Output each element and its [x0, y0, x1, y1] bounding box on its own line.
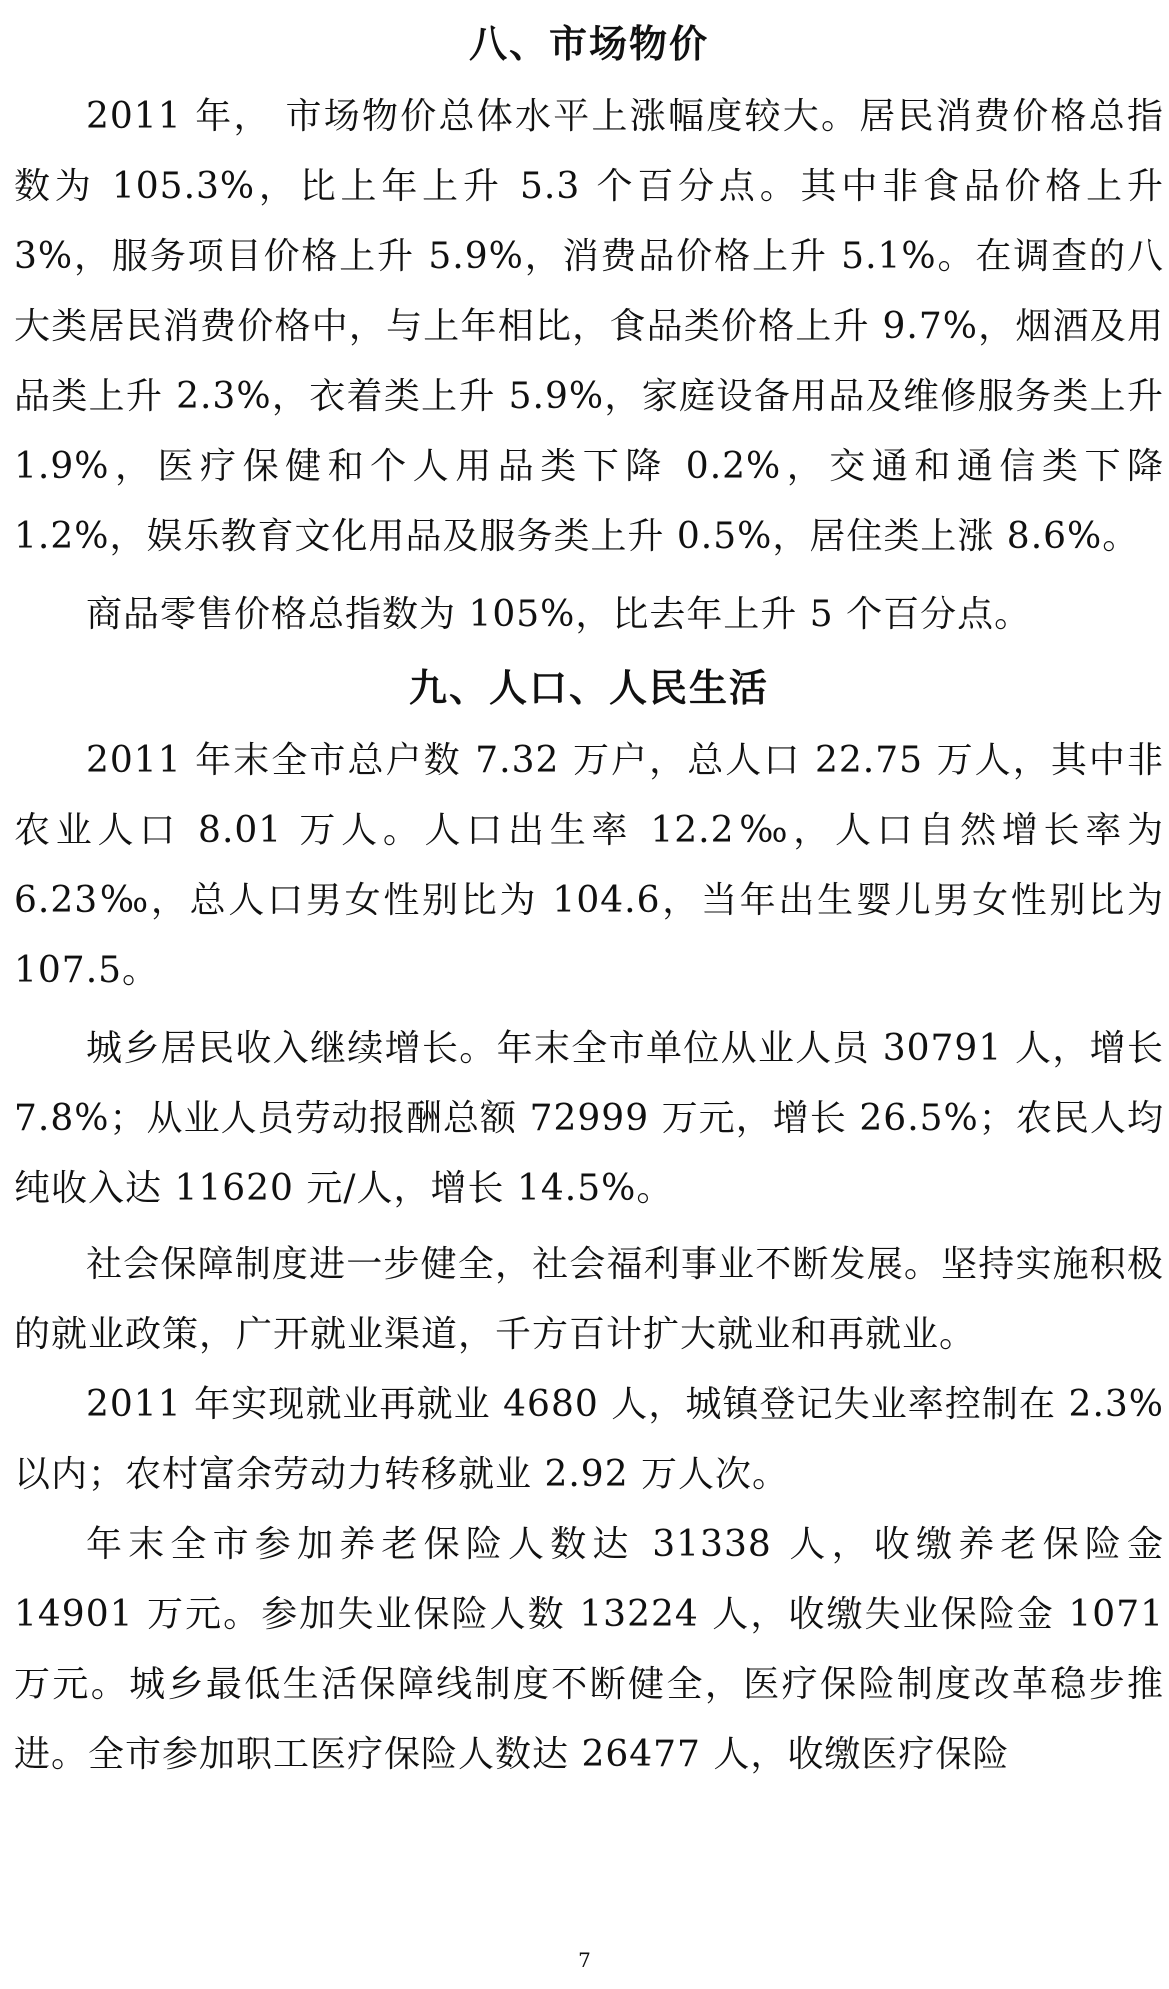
- paragraph-retail-prices: 商品零售价格总指数为 105%，比去年上升 5 个百分点。: [86, 594, 1032, 635]
- section-heading-market-prices: 八、市场物价: [468, 21, 709, 66]
- section-heading-population-livelihood: 九、人口、人民生活: [408, 665, 769, 710]
- paragraph-employment: 2011 年实现就业再就业 4680 人，城镇登记失业率控制在 2.3%以内；农村富余劳动力转移就业 2.92 万人次。: [14, 1384, 1164, 1495]
- paragraph-population: 2011 年末全市总户数 7.32 万户，总人口 22.75 万人，其中非农业人口 8.01 万人。人口出生率 12.2‰，人口自然增长率为 6.23‰，总人口男女性别比为 104.6，当年出生婴儿男女性别比为 107.5。: [14, 740, 1164, 991]
- paragraph-income: 城乡居民收入继续增长。年末全市单位从业人员 30791 人，增长 7.8%；从业人员劳动报酬总额 72999 万元，增长 26.5%；农民人均纯收入达 11620 元/人，增长 14.5%。: [14, 1028, 1164, 1209]
- document-body: [14, 0, 1164, 1790]
- paragraph-social-security: 社会保障制度进一步健全，社会福利事业不断发展。坚持实施积极的就业政策，广开就业渠道，千方百计扩大就业和再就业。: [14, 1244, 1164, 1355]
- paragraph-insurance: 年末全市参加养老保险人数达 31338 人，收缴养老保险金 14901 万元。参加失业保险人数 13224 人，收缴失业保险金 1071 万元。城乡最低生活保障线制度不断健全，医疗保险制度改革稳步推进。全市参加职工医疗保险人数达 26477 人，收缴医疗保险: [14, 1524, 1164, 1775]
- paragraph-consumer-prices: 2011 年， 市场物价总体水平上涨幅度较大。居民消费价格总指数为 105.3%，比上年上升 5.3 个百分点。其中非食品价格上升 3%，服务项目价格上升 5.9%，消费品价格上升 5.1%。在调查的八大类居民消费价格中，与上年相比，食品类价格上升 9.7%，烟酒及用品类上升 2.3%，衣着类上升 5.9%，家庭设备用品及维修服务类上升 1.9%，医疗保健和个人用品类下降 0.2%，交通和通信类下降 1.2%，娱乐教育文化用品及服务类上升 0.5%，居住类上涨 8.6%。: [14, 96, 1164, 557]
- page-number: 7: [578, 1948, 591, 1972]
